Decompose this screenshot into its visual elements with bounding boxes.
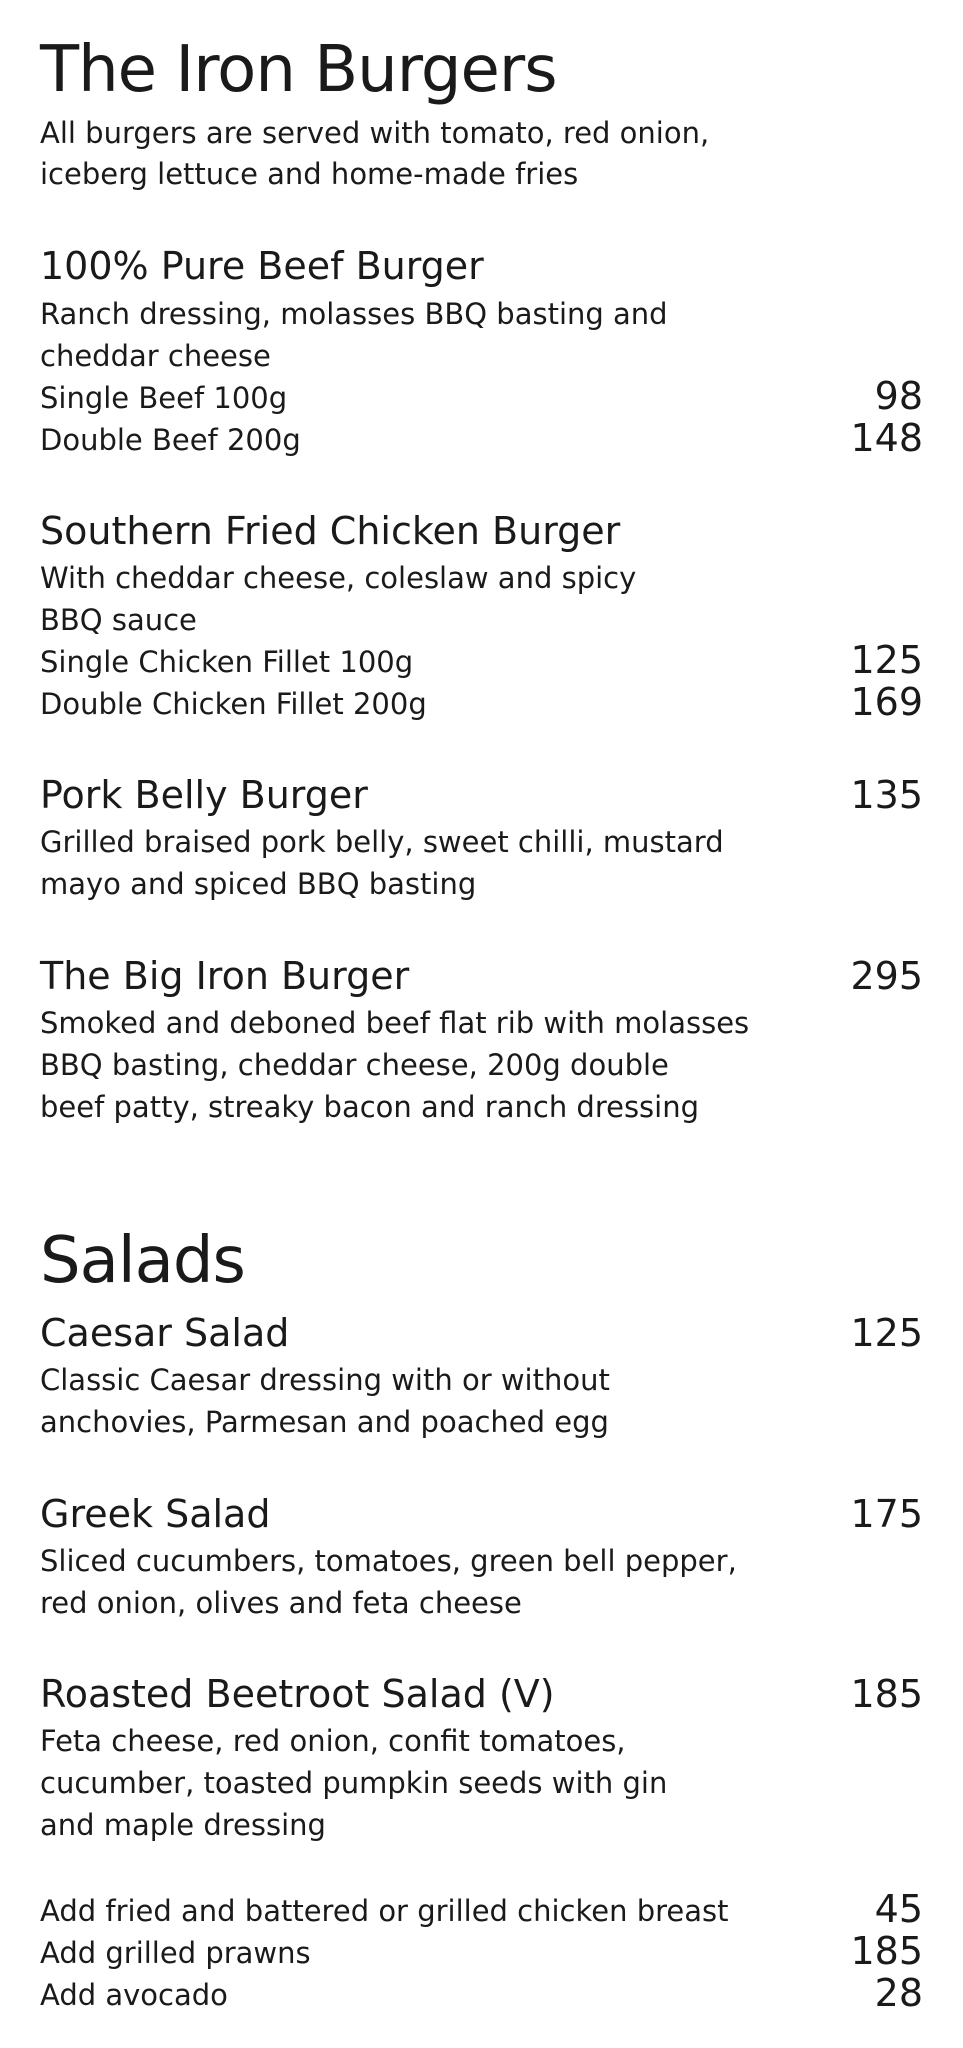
- addon-price: 28: [874, 1971, 923, 2015]
- menu-item-name: 100% Pure Beef Burger: [40, 244, 484, 288]
- menu-option-label: Single Beef 100g: [40, 381, 288, 415]
- menu-item-desc: beef patty, streaky bacon and ranch dressing: [40, 1090, 700, 1124]
- menu-item-desc: mayo and spiced BBQ basting: [40, 867, 477, 901]
- menu-item-desc: Classic Caesar dressing with or without: [40, 1363, 610, 1397]
- addon-price: 185: [850, 1929, 923, 1973]
- section-title-salads: Salads: [40, 1224, 245, 1298]
- menu-item-price: 185: [850, 1672, 923, 1716]
- addon-label: Add avocado: [40, 1978, 228, 2012]
- menu-item-desc: Feta cheese, red onion, confit tomatoes,: [40, 1724, 626, 1758]
- addon-label: Add fried and battered or grilled chicken breast: [40, 1894, 729, 1928]
- menu-item-price: 295: [850, 954, 923, 998]
- menu-item-desc: Smoked and deboned beef flat rib with molasses: [40, 1006, 750, 1040]
- menu-item-desc: anchovies, Parmesan and poached egg: [40, 1405, 609, 1439]
- menu-option-price: 169: [850, 680, 923, 724]
- menu-item-name: Caesar Salad: [40, 1311, 290, 1355]
- section-intro-line: All burgers are served with tomato, red onion,: [40, 116, 710, 150]
- section-intro-line: iceberg lettuce and home-made fries: [40, 157, 579, 191]
- menu-item-desc: and maple dressing: [40, 1808, 326, 1842]
- menu-item-desc: red onion, olives and feta cheese: [40, 1586, 522, 1620]
- menu-item-desc: Ranch dressing, molasses BBQ basting and: [40, 297, 668, 331]
- menu-item-desc: Grilled braised pork belly, sweet chilli, mustard: [40, 825, 724, 859]
- addon-price: 45: [874, 1887, 923, 1931]
- menu-item-name: Southern Fried Chicken Burger: [40, 509, 621, 553]
- menu-item-name: Roasted Beetroot Salad (V): [40, 1672, 555, 1716]
- menu-option-price: 148: [850, 416, 923, 460]
- menu-item-name: Pork Belly Burger: [40, 773, 368, 817]
- section-title-burgers: The Iron Burgers: [40, 33, 557, 107]
- menu-item-desc: BBQ sauce: [40, 603, 197, 637]
- menu-item-name: The Big Iron Burger: [40, 954, 410, 998]
- menu-item-price: 175: [850, 1492, 923, 1536]
- menu-item-desc: Sliced cucumbers, tomatoes, green bell pepper,: [40, 1544, 737, 1578]
- menu-item-price: 125: [850, 1311, 923, 1355]
- menu-option-label: Single Chicken Fillet 100g: [40, 645, 414, 679]
- menu-option-price: 98: [874, 374, 923, 418]
- menu-option-price: 125: [850, 638, 923, 682]
- menu-item-desc: With cheddar cheese, coleslaw and spicy: [40, 561, 637, 595]
- menu-option-label: Double Beef 200g: [40, 423, 301, 457]
- menu-item-name: Greek Salad: [40, 1492, 271, 1536]
- addon-label: Add grilled prawns: [40, 1936, 311, 1970]
- menu-item-price: 135: [850, 773, 923, 817]
- menu-item-desc: BBQ basting, cheddar cheese, 200g double: [40, 1048, 669, 1082]
- menu-item-desc: cucumber, toasted pumpkin seeds with gin: [40, 1766, 668, 1800]
- menu-item-desc: cheddar cheese: [40, 339, 271, 373]
- menu-option-label: Double Chicken Fillet 200g: [40, 687, 427, 721]
